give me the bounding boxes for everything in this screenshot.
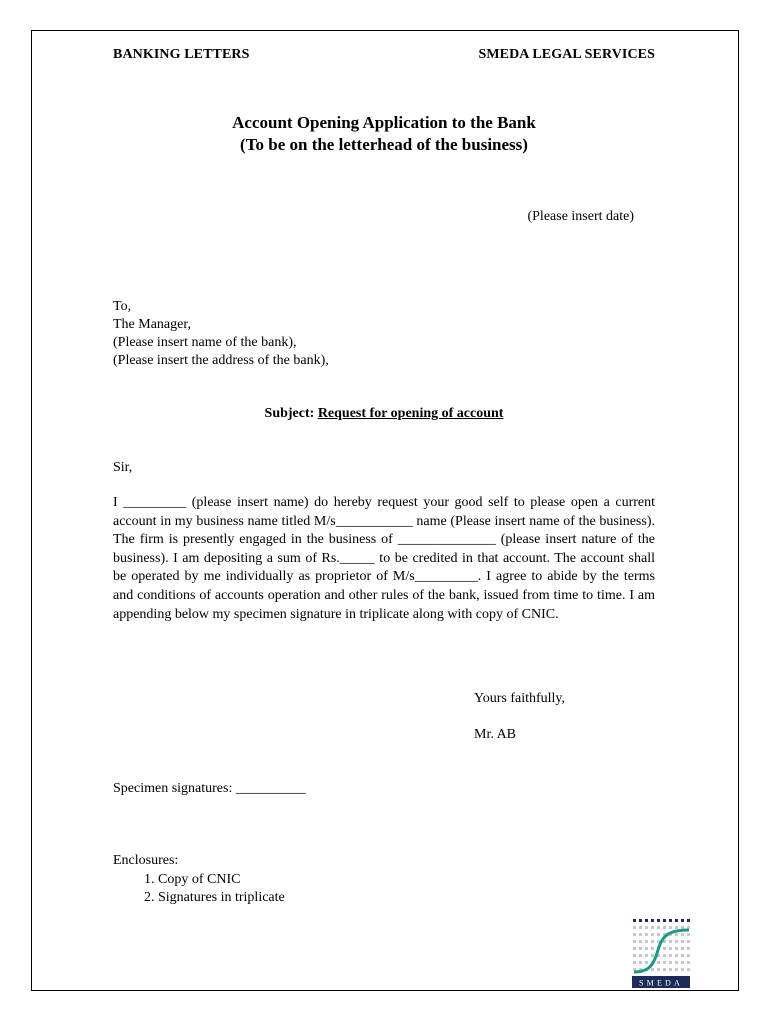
header-publisher: SMEDA LEGAL SERVICES [478, 47, 655, 62]
specimen-signatures: Specimen signatures: __________ [113, 781, 306, 796]
enclosure-item: 1. Copy of CNIC [158, 871, 285, 890]
enclosures-list [113, 871, 285, 908]
subject-label: Subject: [264, 406, 315, 421]
address-bank-name: (Please insert name of the bank), [113, 335, 297, 350]
smeda-logo [632, 918, 690, 988]
document-title: Account Opening Application to the Bank [232, 113, 536, 132]
salutation: Sir, [113, 460, 133, 475]
address-recipient: The Manager, [113, 317, 191, 332]
letter-body: I _________ (please insert name) do hereby request your good self to please open a current account in my business name titled M/s___________ name (Please insert name of the business). The firm is presently engaged in the business of ______________ (please insert nature of the business). I am depositing a sum of Rs._____ to be credited in that account. The account shall be operated by me individually as proprietor of M/s_________. I agree to abide by the terms and conditions of accounts operation and other rules of the bank, issued from time to time. I am appending below my specimen signature in triplicate along with copy of CNIC. [113, 495, 655, 622]
date-placeholder: (Please insert date) [527, 209, 634, 224]
logo-grid-dots [633, 926, 690, 971]
signer-name: Mr. AB [474, 727, 517, 742]
subject-text: Request for opening of account [317, 406, 504, 421]
address-to: To, [113, 299, 132, 314]
closing: Yours faithfully, [474, 691, 566, 706]
header-category: BANKING LETTERS [113, 47, 250, 62]
enclosures-label: Enclosures: [113, 853, 179, 868]
subject-line [0, 406, 768, 422]
enclosures [113, 852, 285, 908]
document-subtitle: (To be on the letterhead of the business) [240, 135, 528, 154]
logo-top-dots [633, 919, 690, 922]
address-bank-address: (Please insert the address of the bank), [113, 353, 329, 368]
recipient-address [113, 298, 329, 370]
enclosure-item: 2. Signatures in triplicate [158, 889, 285, 908]
logo-s-curve [634, 930, 689, 972]
logo-text: SMEDA [638, 978, 684, 988]
